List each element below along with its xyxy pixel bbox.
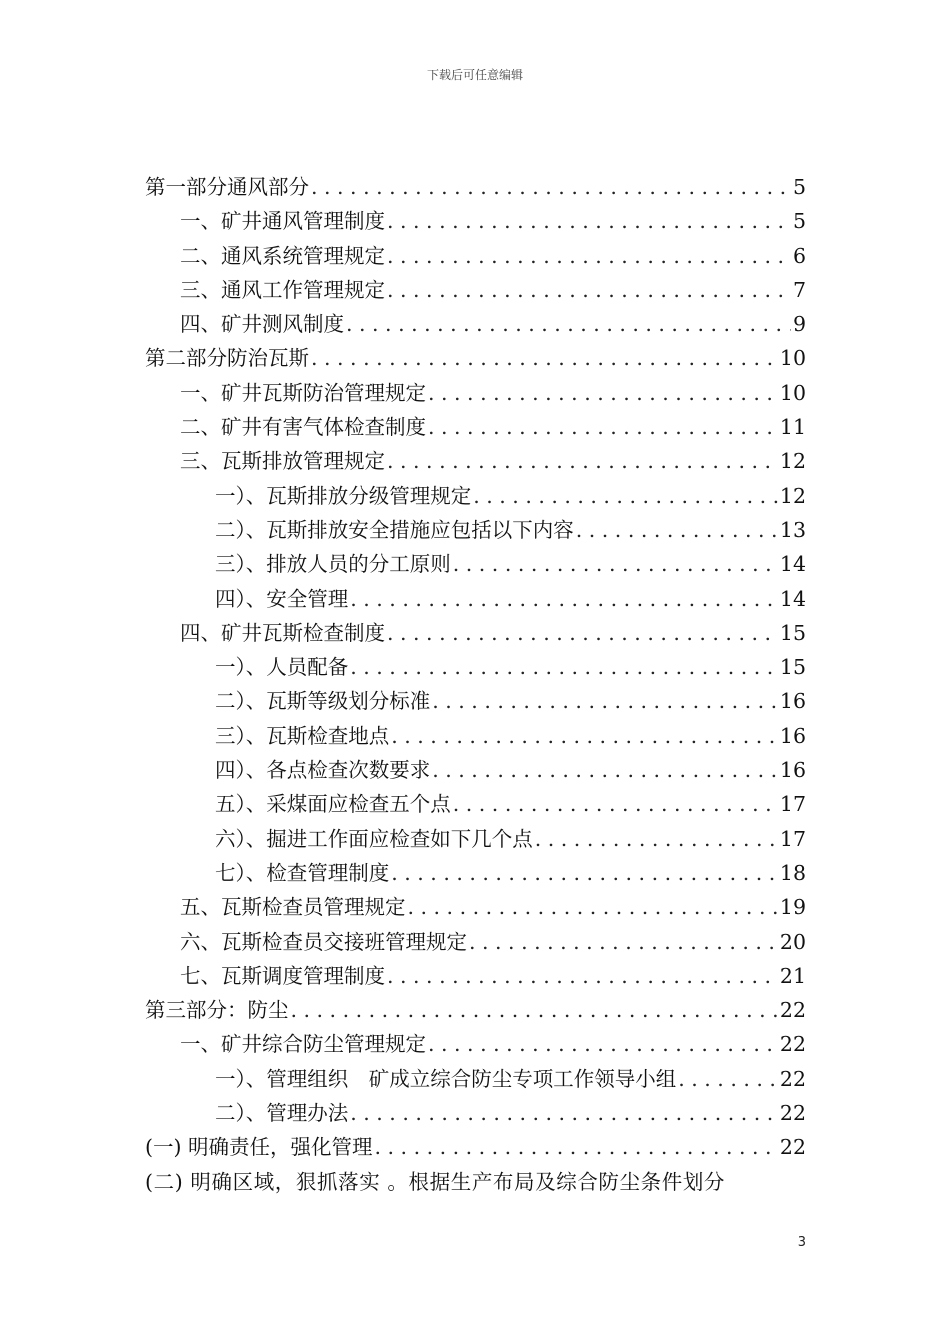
toc-entry-title: 排放人员的分工原则 xyxy=(266,552,451,577)
toc-entry-page: 22 xyxy=(779,1135,806,1160)
toc-entry[interactable] xyxy=(145,719,806,753)
toc-entry-number: 四、 xyxy=(180,312,221,337)
toc-entry[interactable] xyxy=(145,547,806,581)
toc-entry-page: 5 xyxy=(792,175,806,199)
toc-entry[interactable] xyxy=(145,1130,806,1164)
toc-leader-dots xyxy=(391,719,778,753)
toc-leader-dots xyxy=(432,753,778,787)
toc-entry-title: 矿井瓦斯检查制度 xyxy=(221,620,385,645)
toc-entry-page: 22 xyxy=(779,1032,806,1057)
toc-entry-title: 瓦斯等级划分标准 xyxy=(266,689,431,714)
toc-entry-page: 12 xyxy=(779,483,806,508)
toc-entry-title: 矿井测风制度 xyxy=(221,312,344,337)
toc-entry-title: 矿井通风管理制度 xyxy=(221,209,385,234)
toc-entry-number: 三、 xyxy=(180,277,221,302)
toc-entry[interactable] xyxy=(145,513,806,547)
toc-leader-dots xyxy=(535,822,778,856)
toc-entry-page: 22 xyxy=(779,1101,806,1126)
toc-entry-page: 5 xyxy=(792,209,806,234)
toc-entry-number: 三、 xyxy=(180,449,221,474)
toc-leader-dots xyxy=(387,204,791,238)
toc-entry[interactable] xyxy=(145,239,806,273)
toc-entry[interactable] xyxy=(145,856,806,890)
toc-entry-number: 一、 xyxy=(180,209,221,234)
toc-entry[interactable] xyxy=(145,376,806,410)
toc-entry-number: 一）、 xyxy=(215,655,267,680)
toc-entry[interactable] xyxy=(145,1096,806,1130)
toc-entry-title: (一) 明确责任，强化管理 xyxy=(145,1135,373,1160)
toc-entry-number: 七、 xyxy=(180,963,221,988)
toc-entry-page: 19 xyxy=(779,895,806,920)
toc-leader-dots xyxy=(387,273,791,307)
toc-entry-page: 21 xyxy=(779,963,806,988)
toc-entry-number: 一）、 xyxy=(215,483,267,508)
toc-leader-dots xyxy=(469,925,778,959)
toc-entry-title: 通风部分 xyxy=(227,175,309,199)
toc-entry-page: 9 xyxy=(792,312,806,337)
toc-leader-dots xyxy=(453,787,778,821)
toc-entry-page: 20 xyxy=(779,929,806,954)
toc-leader-dots xyxy=(311,170,791,204)
toc-entry[interactable] xyxy=(145,582,806,616)
toc-entry-page: 16 xyxy=(779,758,806,783)
toc-entry-page: 10 xyxy=(779,380,806,405)
toc-entry-page: 12 xyxy=(779,449,806,474)
toc-entry[interactable] xyxy=(145,204,806,238)
toc-entry-title: 管理组织 矿成立综合防尘专项工作领导小组 xyxy=(266,1066,677,1091)
toc-entry-title: 防治瓦斯 xyxy=(227,346,309,371)
toc-leader-dots xyxy=(311,341,778,375)
toc-entry-title: 瓦斯调度管理制度 xyxy=(221,963,385,988)
toc-entry[interactable] xyxy=(145,616,806,650)
toc-entry-number: 三）、 xyxy=(215,723,267,748)
toc-entry[interactable] xyxy=(145,684,806,718)
toc-entry[interactable] xyxy=(145,307,806,341)
toc-entry[interactable] xyxy=(145,341,806,375)
toc-leader-dots xyxy=(428,376,778,410)
toc-entry-number: 六、 xyxy=(180,929,221,954)
toc-leader-dots xyxy=(391,856,778,890)
page-header: 下载后可任意编辑 xyxy=(426,68,523,82)
toc-leader-dots xyxy=(346,307,791,341)
toc-entry-page: 16 xyxy=(779,723,806,748)
toc-entry-page: 14 xyxy=(779,552,806,577)
toc-entry-title: 通风系统管理规定 xyxy=(221,243,385,268)
toc-entry-page: 18 xyxy=(779,860,806,885)
toc-leader-dots xyxy=(473,479,778,513)
toc-leader-dots xyxy=(432,684,778,718)
toc-leader-dots xyxy=(350,582,778,616)
toc-leader-dots xyxy=(408,890,778,924)
toc-entry-title: 瓦斯检查地点 xyxy=(266,723,390,748)
toc-entry-number: 五、 xyxy=(180,895,221,920)
toc-entry-title: 瓦斯排放安全措施应包括以下内容 xyxy=(266,517,574,542)
toc-entry-page: 6 xyxy=(792,243,806,268)
toc-entry-page: 16 xyxy=(779,689,806,714)
toc-entry-title: 瓦斯排放分级管理规定 xyxy=(266,483,472,508)
table-of-contents xyxy=(145,170,806,1199)
toc-entry-title: 瓦斯排放管理规定 xyxy=(221,449,385,474)
toc-entry-title: 各点检查次数要求 xyxy=(266,758,431,783)
toc-entry[interactable] xyxy=(145,650,806,684)
toc-entry-title: 矿井瓦斯防治管理规定 xyxy=(221,380,426,405)
toc-entry-number: 一、 xyxy=(180,380,221,405)
toc-leader-dots xyxy=(428,1027,778,1061)
toc-entry-page: 10 xyxy=(779,346,806,371)
toc-leader-dots xyxy=(350,1096,778,1130)
toc-entry[interactable] xyxy=(145,993,806,1027)
toc-entry-number: 二、 xyxy=(180,415,221,440)
body-text-line: (二) 明确区域，狠抓落实 。根据生产布局及综合防尘条件划分 xyxy=(145,1169,726,1194)
toc-entry-title: 通风工作管理规定 xyxy=(221,277,385,302)
toc-entry[interactable] xyxy=(145,890,806,924)
toc-entry-title: 瓦斯检查员管理规定 xyxy=(221,895,406,920)
toc-entry-number: 第一部分 xyxy=(145,175,227,199)
toc-entry-title: 第三部分：防尘 xyxy=(145,998,289,1023)
toc-entry-page: 14 xyxy=(779,586,806,611)
toc-entry-page: 17 xyxy=(779,826,806,851)
toc-entry[interactable] xyxy=(145,925,806,959)
toc-entry[interactable] xyxy=(145,959,806,993)
toc-leader-dots xyxy=(453,547,778,581)
toc-entry-title: 人员配备 xyxy=(266,655,349,680)
toc-entry-number: 二）、 xyxy=(215,689,267,714)
toc-entry[interactable] xyxy=(145,787,806,821)
toc-leader-dots xyxy=(350,650,778,684)
toc-leader-dots xyxy=(387,239,791,273)
toc-entry-title: 检查管理制度 xyxy=(266,860,390,885)
toc-entry-number: 一）、 xyxy=(215,1066,267,1091)
toc-leader-dots xyxy=(678,1062,778,1096)
toc-entry-page: 22 xyxy=(779,998,806,1023)
toc-entry[interactable] xyxy=(145,479,806,513)
toc-entry-number: 第二部分 xyxy=(145,346,227,371)
toc-entry[interactable] xyxy=(145,822,806,856)
toc-entry-page: 15 xyxy=(779,620,806,645)
toc-leader-dots xyxy=(576,513,778,547)
toc-entry[interactable] xyxy=(145,410,806,444)
toc-leader-dots xyxy=(387,616,778,650)
toc-entry-number: 三）、 xyxy=(215,552,267,577)
toc-leader-dots xyxy=(428,410,778,444)
toc-entry-page: 22 xyxy=(779,1066,806,1091)
toc-entry-page: 15 xyxy=(779,655,806,680)
toc-entry-number: 二）、 xyxy=(215,517,267,542)
toc-leader-dots xyxy=(387,444,778,478)
toc-entry-number: 五）、 xyxy=(215,792,267,817)
toc-entry-title: 瓦斯检查员交接班管理规定 xyxy=(221,929,467,954)
toc-entry-title: 管理办法 xyxy=(266,1101,349,1126)
page-number: 3 xyxy=(797,1235,806,1250)
toc-entry-page: 11 xyxy=(779,415,806,440)
toc-entry-number: 一、 xyxy=(180,1032,221,1057)
toc-entry-title: 掘进工作面应检查如下几个点 xyxy=(266,826,533,851)
toc-entry[interactable] xyxy=(145,273,806,307)
toc-entry[interactable] xyxy=(145,1062,806,1096)
toc-entry-number: 六）、 xyxy=(215,826,267,851)
toc-entry-title: 矿井有害气体检查制度 xyxy=(221,415,426,440)
toc-entry-number: 二、 xyxy=(180,243,221,268)
toc-entry-number: 四）、 xyxy=(215,586,267,611)
toc-entry-page: 17 xyxy=(779,792,806,817)
toc-entry[interactable] xyxy=(145,444,806,478)
toc-entry-number: 二）、 xyxy=(215,1101,267,1126)
toc-entry-title: 矿井综合防尘管理规定 xyxy=(221,1032,426,1057)
toc-entry[interactable] xyxy=(145,1027,806,1061)
toc-entry-page: 7 xyxy=(792,277,806,302)
toc-leader-dots xyxy=(291,993,778,1027)
toc-entry-number: 七）、 xyxy=(215,860,267,885)
toc-entry-title: 安全管理 xyxy=(266,586,349,611)
toc-leader-dots xyxy=(375,1130,778,1164)
toc-entry-number: 四）、 xyxy=(215,758,267,783)
toc-entry-page: 13 xyxy=(779,517,806,542)
toc-entry-title: 采煤面应检查五个点 xyxy=(266,792,451,817)
toc-entry-number: 四、 xyxy=(180,620,221,645)
toc-entry[interactable] xyxy=(145,753,806,787)
toc-leader-dots xyxy=(387,959,778,993)
toc-entry[interactable] xyxy=(145,170,806,204)
